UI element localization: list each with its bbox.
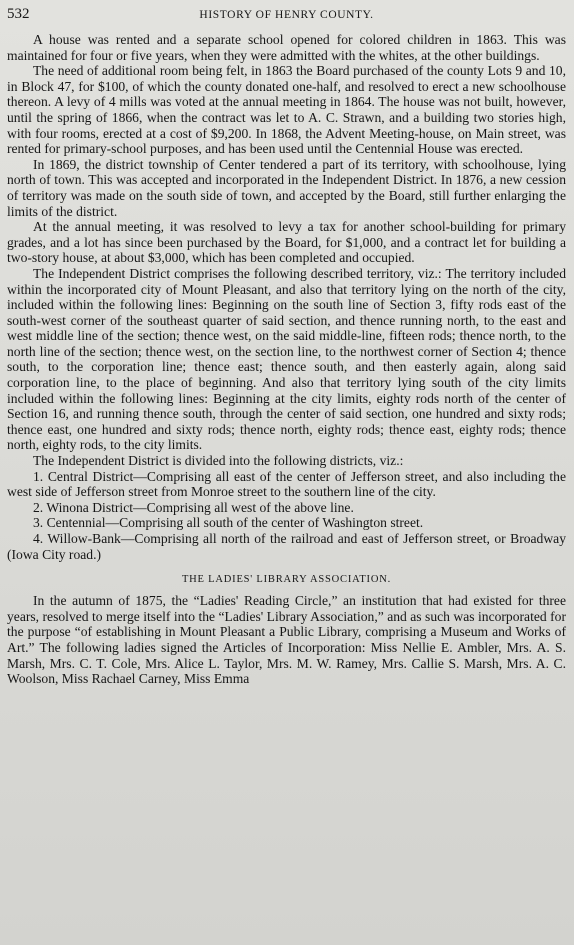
paragraph-colored-school: A house was rented and a separate school opened for colored children in 1863. This was maintained for four or five years, when they were admitted with the whites, at the other buildings.: [7, 32, 566, 63]
paragraph-district-territory: The Independent District comprises the following described territory, viz.: The territory included within the incorporated city of Mount Pleasant, and also that territory lying on the north of the city, included within the following lines: Beginning on the south line of Section 3, fifty rods east of the south-west corner of the southeast quarter of said section, and thence running north, to the east and west middle line of the section; thence west, on the said middle-line, fifteen rods; thence north, to the north line of the section; thence west, on the section line, to the northwest corner of Section 4; thence south, to the corporation line; thence east; thence south, and then easterly again, along said corporation line, to the place of beginning. And also that territory lying south of the city limits included within the following lines: Beginning at the city limits, eighty rods north of the center of Section 16, and running thence south, through the center of said section, one hundred and sixty rods; thence east, one hundred and sixty rods; thence north, eighty rods; thence east, eighty rods; thence north, eighty rods, to the city limits.: [7, 265, 566, 453]
district-item-willow-bank: 4. Willow-Bank—Comprising all north of the railroad and east of Jefferson street, or Broadway (Iowa City road.): [7, 531, 566, 562]
paragraph-annual-meeting: At the annual meeting, it was resolved to levy a tax for another school-building for primary grades, and a lot has since been purchased by the Board, for $1,000, and a contract let for building a two-story house, at about $3,000, which has been completed and occupied.: [7, 219, 566, 266]
running-title: HISTORY OF HENRY COUNTY.: [199, 9, 374, 21]
district-item-centennial: 3. Centennial—Comprising all south of the center of Washington street.: [33, 515, 424, 531]
paragraph-new-schoolhouse: The need of additional room being felt, in 1863 the Board purchased of the county Lots 9 and 10, in Block 47, for $100, of which the county donated one-half, and resolved to erect a new schoolhouse thereon. A levy of 4 mills was voted at the annual meeting in 1864. The house was not built, however, until the spring of 1866, when the contract was let to A. C. Strawn, and a building two stories high, with four rooms, erected at a cost of $9,200. In 1868, the Advent Meeting-house, on Main street, was rented for primary-school purposes, and has been used until the Centennial House was erected.: [7, 63, 566, 157]
section-heading: THE LADIES' LIBRARY ASSOCIATION.: [181, 574, 392, 586]
body-text: [7, 32, 566, 687]
paragraph-territory-1869: In 1869, the district township of Center tendered a part of its territory, with schoolhouse, lying north of town. This was accepted and incorporated in the Independent District. In 1876, a new cession of territory was made on the south side of town, and accepted by the Board, still further enlarging the limits of the district.: [7, 156, 566, 219]
paragraph-ladies-library: In the autumn of 1875, the “Ladies' Reading Circle,” an institution that had existed for three years, resolved to merge itself into the “Ladies' Library Association,” and as such was incorporated for the purpose “of establishing in Mount Pleasant a Public Library, comprising a Museum and Works of Art.” The following ladies signed the Articles of Incorporation: Miss Nellie E. Ambler, Mrs. A. S. Marsh, Mrs. C. T. Cole, Mrs. Alice L. Taylor, Mrs. M. W. Ramey, Mrs. Callie S. Marsh, Mrs. A. C. Woolson, Miss Rachael Carney, Miss Emma: [7, 593, 566, 687]
page-number: 532: [7, 6, 30, 22]
district-item-winona: 2. Winona District—Comprising all west of the above line.: [33, 499, 354, 515]
paragraph-district-division: The Independent District is divided into the following districts, viz.:: [33, 453, 404, 469]
running-head: [7, 6, 566, 32]
district-item-central: 1. Central District—Comprising all east of the center of Jefferson street, and also including the west side of Jefferson street from Monroe street to the southern line of the city.: [7, 468, 566, 500]
